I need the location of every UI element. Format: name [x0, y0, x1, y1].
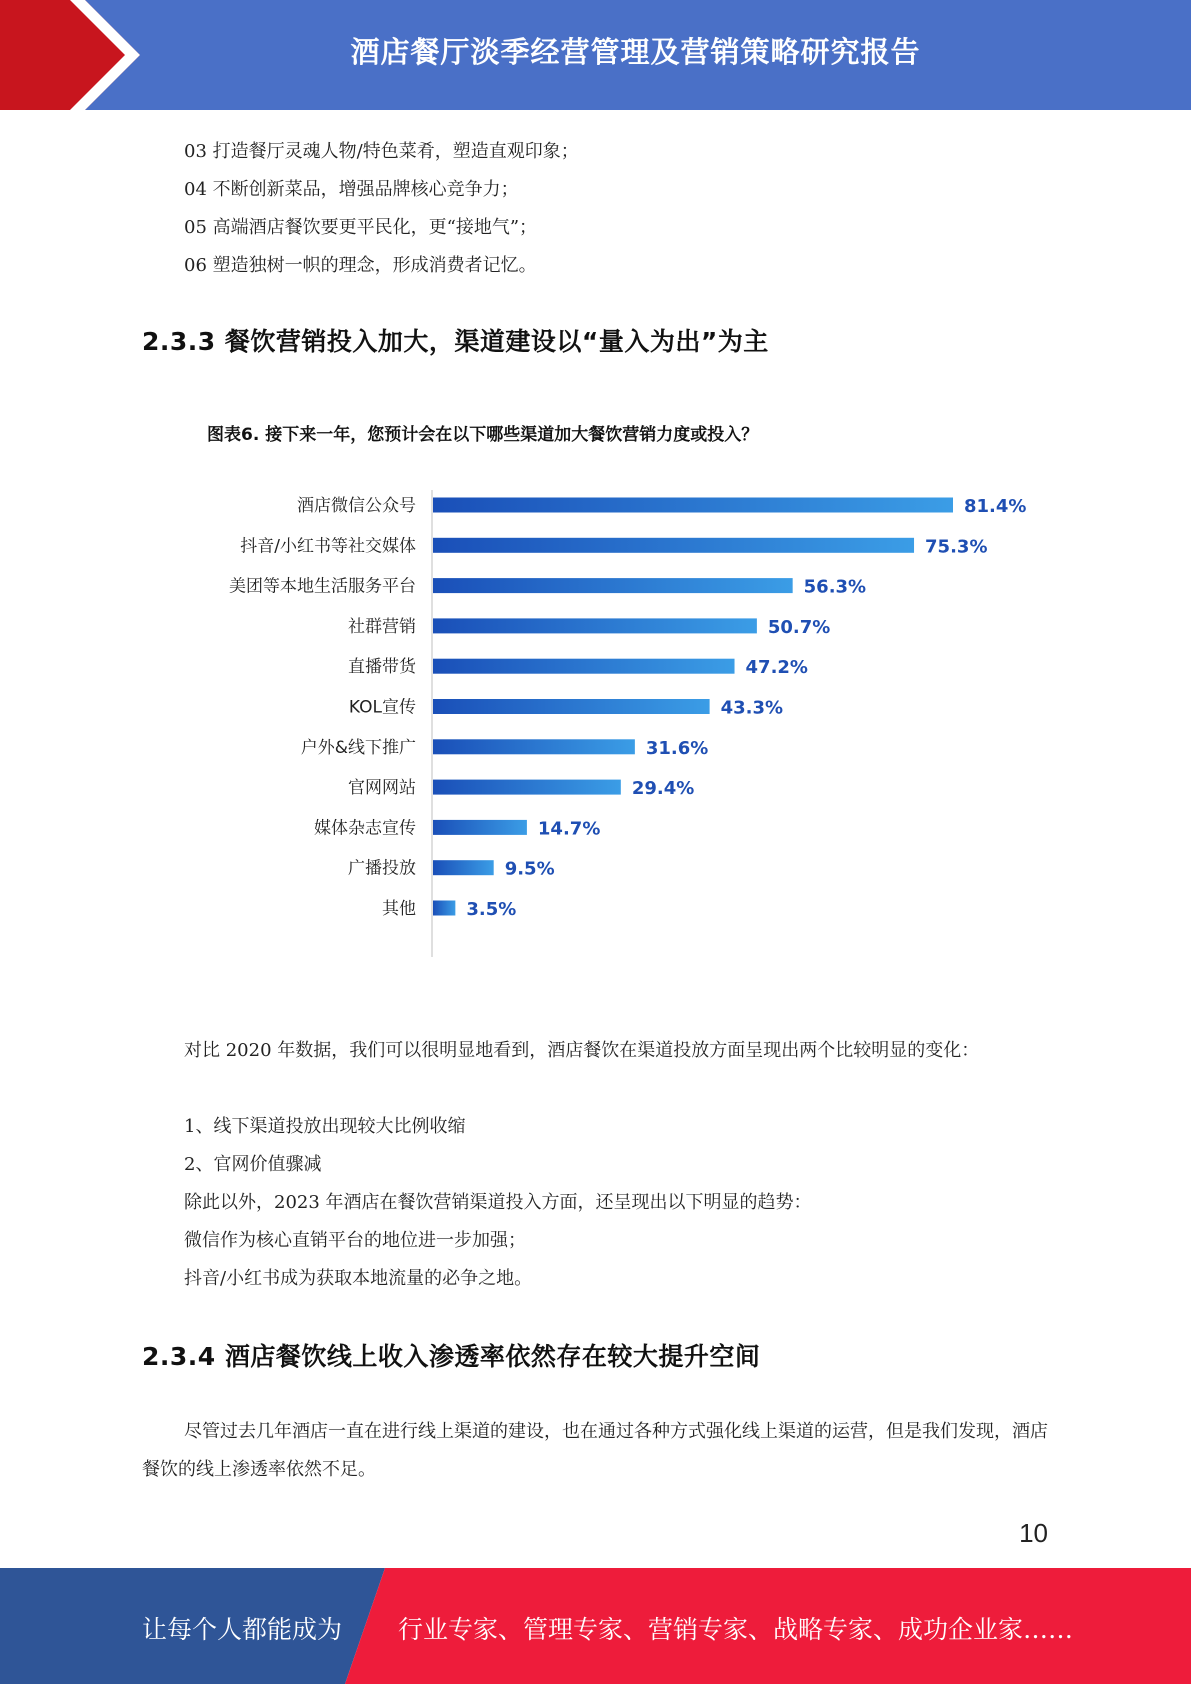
chart-value-label: 47.2% [745, 657, 808, 679]
chart-bar [433, 780, 621, 795]
section-heading-2-3-3: 2.3.3 餐饮营销投入加大，渠道建设以“量入为出”为主 [142, 327, 769, 356]
chart-bar [433, 538, 914, 553]
section-paragraph: 尽管过去几年酒店一直在进行线上渠道的建设，也在通过各种方式强化线上渠道的运营，但是我们发现，酒店餐饮的线上渗透率依然不足。 [142, 1421, 1048, 1480]
trend-item: 微信作为核心直销平台的地位进一步加强； [184, 1230, 526, 1251]
bar-chart [185, 405, 1105, 965]
analysis-point: 2、官网价值骤减 [184, 1154, 322, 1175]
chart-bar [433, 618, 757, 633]
chart-value-label: 9.5% [504, 858, 555, 880]
chart-category-label: KOL宣传 [348, 697, 416, 718]
chart-bar [433, 659, 735, 674]
chart-value-label: 81.4% [964, 496, 1027, 517]
analysis-point: 1、线下渠道投放出现较大比例收缩 [184, 1116, 466, 1137]
chart-title: 图表6. 接下来一年，您预计会在以下哪些渠道加大餐饮营销力度或投入？ [207, 425, 759, 445]
chart-bar [433, 498, 953, 513]
chart-category-label: 酒店微信公众号 [297, 496, 416, 516]
chart-bar [433, 699, 710, 714]
chart-bar [433, 860, 494, 875]
chart-category-label: 抖音/小红书等社交媒体 [240, 536, 416, 557]
bar-chart-svg [185, 405, 1105, 965]
chart-category-label: 社群营销 [348, 616, 416, 637]
trend-intro: 除此以外，2023 年酒店在餐饮营销渠道投入方面，还呈现出以下明显的趋势： [184, 1192, 812, 1213]
chart-category-label: 美团等本地生活服务平台 [229, 576, 416, 597]
chart-category-label: 官网网站 [348, 778, 416, 799]
chart-value-label: 14.7% [537, 818, 601, 840]
intro-item: 04 不断创新菜品，增强品牌核心竞争力； [184, 179, 519, 200]
header-banner [0, 0, 1191, 110]
chart-value-label: 3.5% [466, 899, 517, 920]
intro-item: 06 塑造独树一帜的理念，形成消费者记忆。 [184, 255, 537, 276]
chart-category-label: 户外&线下推广 [300, 737, 416, 758]
analysis-intro: 对比 2020 年数据，我们可以很明显地看到，酒店餐饮在渠道投放方面呈现出两个比较明显的变化： [184, 1040, 980, 1061]
header-arrow-graphic [0, 0, 160, 110]
chart-bar [433, 820, 527, 835]
chart-value-label: 56.3% [803, 576, 867, 598]
chart-value-label: 50.7% [767, 616, 831, 638]
chart-value-label: 43.3% [720, 697, 784, 719]
chart-category-label: 广播投放 [348, 858, 416, 879]
intro-item: 03 打造餐厅灵魂人物/特色菜肴，塑造直观印象； [184, 141, 579, 162]
intro-item: 05 高端酒店餐饮要更平民化，更“接地气”； [184, 217, 538, 238]
section-heading-2-3-4: 2.3.4 酒店餐饮线上收入渗透率依然存在较大提升空间 [142, 1342, 761, 1371]
chart-value-label: 29.4% [631, 778, 695, 800]
footer-slogan-left: 让每个人都能成为 [142, 1615, 343, 1644]
chart-category-label: 直播带货 [348, 657, 416, 678]
page-number: 10 [1019, 1518, 1048, 1548]
chart-bar [433, 578, 793, 593]
chart-value-label: 75.3% [925, 536, 988, 558]
chart-bar [433, 739, 635, 754]
chart-bar [433, 901, 455, 916]
chart-category-label: 其他 [382, 899, 416, 919]
report-title: 酒店餐厅淡季经营管理及营销策略研究报告 [350, 35, 921, 69]
trend-item: 抖音/小红书成为获取本地流量的必争之地。 [184, 1268, 533, 1289]
footer-slogan-right: 行业专家、管理专家、营销专家、战略专家、成功企业家…… [398, 1615, 1074, 1644]
chart-category-label: 媒体杂志宣传 [314, 818, 416, 839]
chart-value-label: 31.6% [645, 737, 709, 759]
